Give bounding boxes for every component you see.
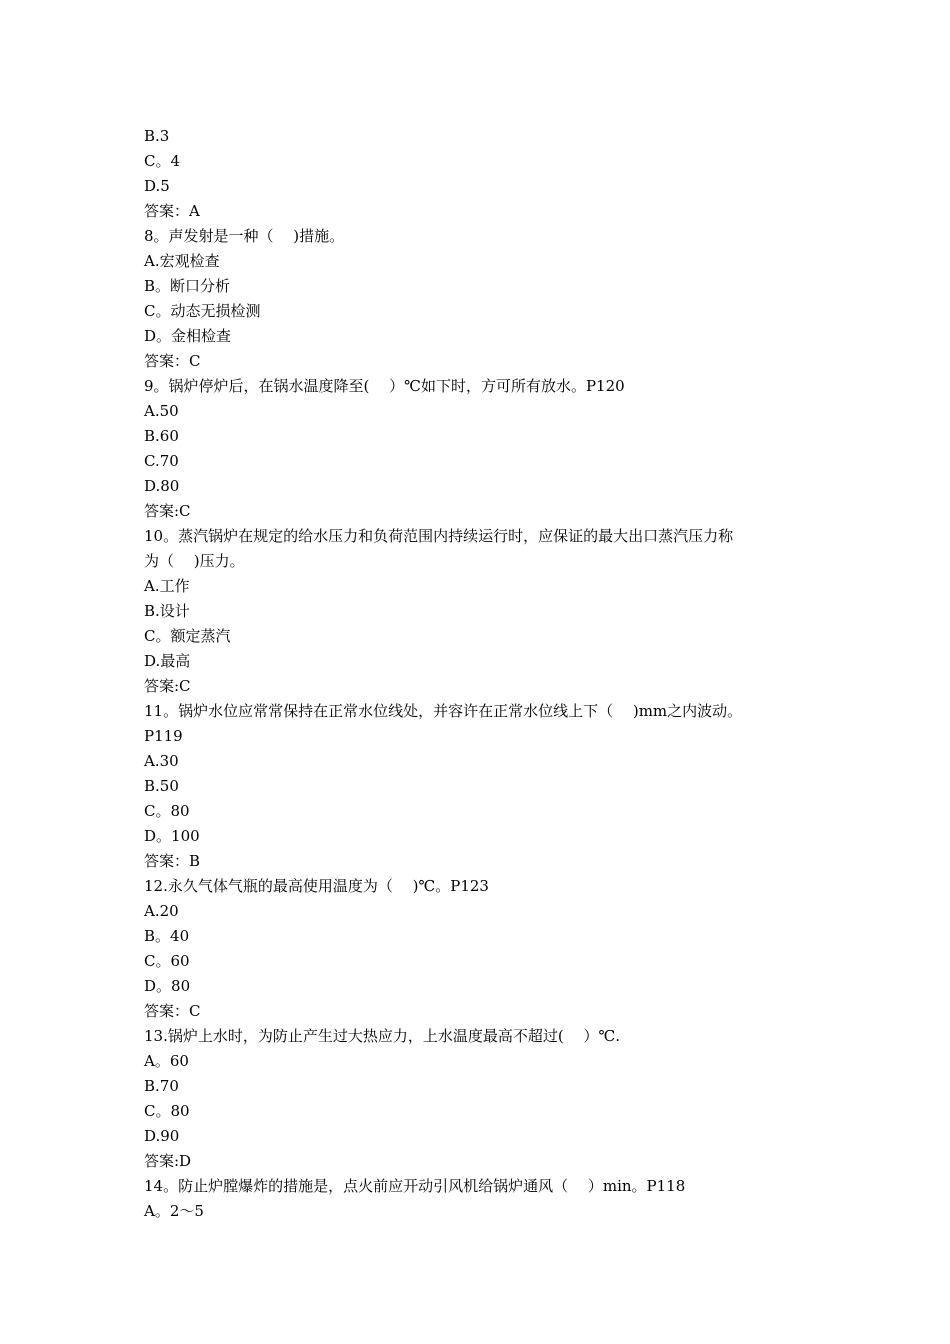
option-line: B.设计: [144, 602, 190, 620]
text-line: D.5: [144, 177, 170, 195]
option-line: A.20: [144, 902, 179, 920]
option-line: C。60: [144, 952, 190, 970]
option-line: A.30: [144, 752, 179, 770]
answer-line: 答案：C: [144, 352, 201, 370]
answer-line: 答案：A: [144, 202, 200, 220]
option-line: B。40: [144, 927, 190, 945]
answer-line: 答案：C: [144, 1002, 201, 1020]
option-line: D.90: [144, 1127, 180, 1145]
text-line: C。4: [144, 152, 181, 170]
answer-line: 答案:C: [144, 677, 191, 695]
option-line: B.60: [144, 427, 179, 445]
option-line: C。80: [144, 1102, 190, 1120]
question-line: 13.锅炉上水时，为防止产生过大热应力，上水温度最高不超过( ）℃.: [144, 1027, 621, 1045]
document-page: [144, 124, 834, 1224]
answer-line: 答案：B: [144, 852, 201, 870]
question-line: 9。锅炉停炉后，在锅水温度降至( ）℃如下时，方可所有放水。P120: [144, 377, 625, 395]
answer-line: 答案:D: [144, 1152, 192, 1170]
text-line: B.3: [144, 127, 170, 145]
option-line: D。金相检查: [144, 327, 232, 345]
option-line: A。60: [144, 1052, 189, 1070]
question-line: 8。声发射是一种（ )措施。: [144, 227, 345, 245]
option-line: A.宏观检查: [144, 252, 220, 270]
question-line: 12.永久气体气瓶的最高使用温度为（ )℃。P123: [144, 877, 489, 895]
option-line: A.50: [144, 402, 179, 420]
option-line: D.80: [144, 477, 180, 495]
option-line: B.70: [144, 1077, 179, 1095]
option-line: B.50: [144, 777, 179, 795]
option-line: B。断口分析: [144, 277, 231, 295]
option-line: D。80: [144, 977, 191, 995]
option-line: C.70: [144, 452, 179, 470]
answer-line: 答案:C: [144, 502, 191, 520]
question-line: P119: [144, 727, 183, 745]
option-line: C。80: [144, 802, 190, 820]
option-line: A。2～5: [144, 1202, 204, 1220]
option-line: A.工作: [144, 577, 190, 595]
option-line: D。100: [144, 827, 200, 845]
question-line: 14。防止炉膛爆炸的措施是，点火前应开动引风机给锅炉通风（ ）min。P118: [144, 1177, 686, 1195]
question-line: 为（ )压力。: [144, 552, 245, 570]
question-line: 10。蒸汽锅炉在规定的给水压力和负荷范围内持续运行时，应保证的最大出口蒸汽压力称: [144, 527, 734, 545]
question-line: 11。锅炉水位应常常保持在正常水位线处，并容许在正常水位线上下（ )mm之内波动。: [144, 702, 743, 720]
option-line: C。额定蒸汽: [144, 627, 231, 645]
option-line: D.最高: [144, 652, 191, 670]
option-line: C。动态无损检测: [144, 302, 261, 320]
